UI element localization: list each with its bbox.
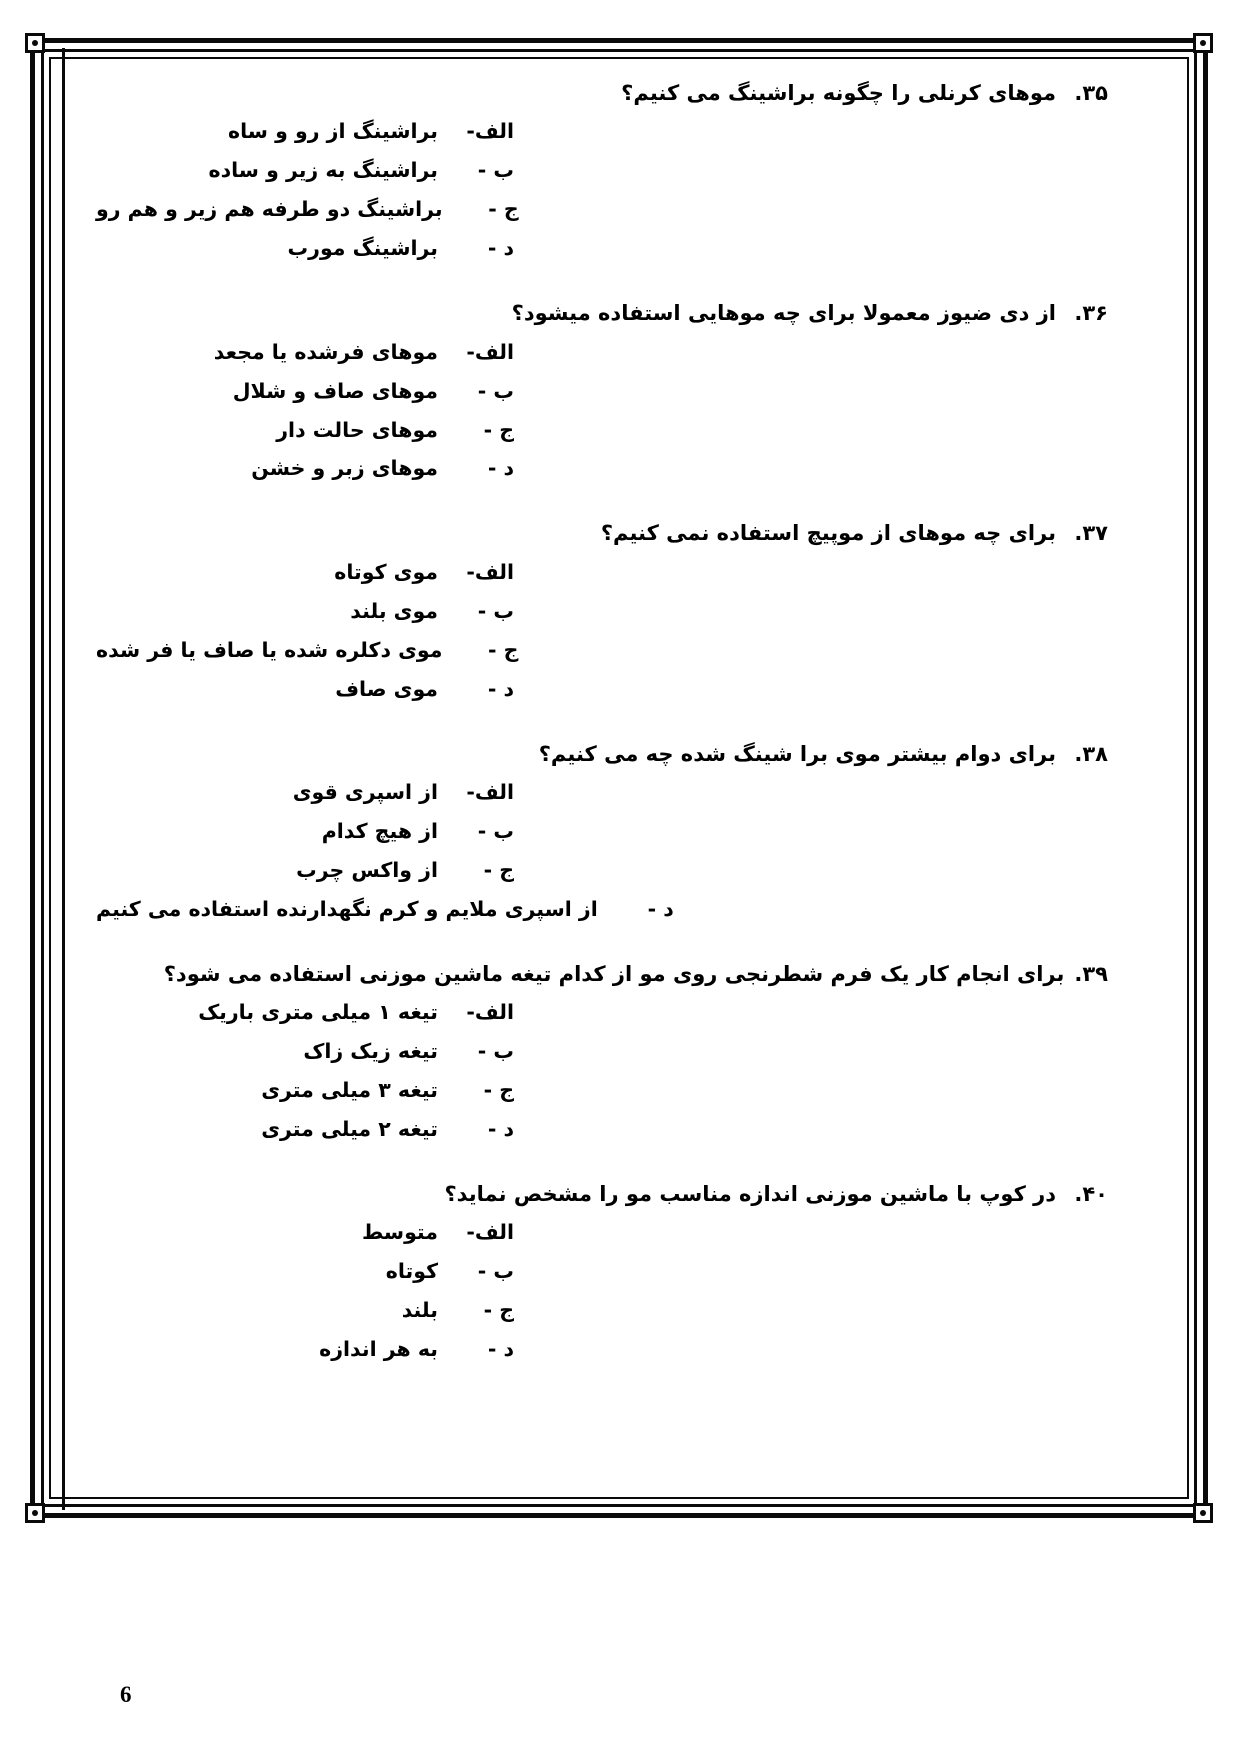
option-text: تیغه زیک زاک: [303, 1039, 438, 1064]
option-row[interactable]: [96, 112, 1108, 151]
option-letter: ج -: [483, 1298, 514, 1323]
option-text: به هر اندازه: [319, 1337, 438, 1362]
option-letter: ج -: [488, 197, 519, 222]
option-letter: د -: [487, 1117, 514, 1141]
option-row[interactable]: [96, 333, 1108, 372]
question-number: ۳۹.: [1074, 961, 1108, 986]
corner-ornament-bottom-right: [1193, 1503, 1213, 1523]
option-letter: ج -: [483, 417, 514, 442]
question-number: ۳۵.: [1074, 81, 1108, 105]
option-text: موهای فرشده یا مجعد: [213, 339, 438, 364]
option-letter: ب -: [477, 1039, 514, 1064]
question-number: ۳۷.: [1074, 521, 1108, 546]
option-row[interactable]: [96, 1071, 1108, 1110]
option-text: کوتاه: [385, 1259, 438, 1284]
option-text: موی بلند: [350, 598, 438, 623]
corner-ornament-top-left: [25, 33, 45, 53]
question-header: [96, 518, 1108, 548]
corner-ornament-bottom-left: [25, 1503, 45, 1523]
question-number: ۳۸.: [1074, 741, 1108, 766]
question-block: [96, 959, 1108, 1149]
question-block: [96, 518, 1108, 708]
option-list: [96, 773, 1108, 929]
option-letter: الف-: [466, 1000, 514, 1025]
page-number: 6: [120, 1682, 132, 1707]
option-row[interactable]: [96, 372, 1108, 411]
question-block: [96, 739, 1108, 929]
option-letter: الف-: [466, 780, 514, 804]
option-row[interactable]: [96, 670, 1108, 709]
option-text: موهای زبر و خشن: [251, 456, 438, 481]
option-letter: ج -: [483, 857, 514, 882]
option-text: موهای حالت دار: [276, 417, 438, 442]
option-row[interactable]: [96, 1330, 1108, 1369]
option-row[interactable]: [96, 890, 1108, 929]
question-text: موهای کرنلی را چگونه براشینگ می کنیم؟: [621, 81, 1056, 105]
question-number: ۴۰.: [1074, 1181, 1108, 1206]
option-row[interactable]: [96, 190, 1108, 229]
option-row[interactable]: [96, 851, 1108, 890]
option-letter: ب -: [477, 598, 514, 623]
option-text: از هیچ کدام: [321, 818, 438, 843]
option-row[interactable]: [96, 1252, 1108, 1291]
option-list: [96, 553, 1108, 709]
option-row[interactable]: [96, 151, 1108, 190]
option-row[interactable]: [96, 773, 1108, 812]
question-header: [96, 298, 1108, 328]
option-row[interactable]: [96, 631, 1108, 670]
option-row[interactable]: [96, 592, 1108, 631]
binding-rule: [62, 48, 65, 1510]
question-header: [96, 78, 1108, 108]
option-letter: ب -: [477, 818, 514, 843]
question-header: [96, 739, 1108, 769]
option-text: موی کوتاه: [334, 559, 438, 584]
option-text: براشینگ دو طرفه هم زیر و هم رو: [96, 197, 443, 222]
option-letter: ج -: [483, 1078, 514, 1103]
option-row[interactable]: [96, 411, 1108, 450]
option-row[interactable]: [96, 812, 1108, 851]
option-letter: د -: [487, 456, 514, 481]
option-text: بلند: [401, 1298, 438, 1323]
option-letter: الف-: [466, 559, 514, 584]
option-letter: ج -: [488, 637, 519, 662]
question-text: در کوپ با ماشین موزنی اندازه مناسب مو را مشخص نماید؟: [444, 1181, 1056, 1206]
question-text: از دی ضیوز معمولا برای چه موهایی استفاده میشود؟: [511, 301, 1056, 326]
option-list: [96, 112, 1108, 268]
option-text: موی دکلره شده یا صاف یا فر شده: [96, 637, 443, 662]
option-text: از اسپری قوی: [292, 780, 438, 804]
option-row[interactable]: [96, 229, 1108, 268]
option-text: براشینگ به زیر و ساده: [208, 158, 438, 183]
question-text: برای چه موهای از موپیچ استفاده نمی کنیم؟: [600, 521, 1056, 546]
question-text: برای دوام بیشتر موی برا شینگ شده چه می کنیم؟: [538, 741, 1056, 766]
option-letter: د -: [487, 1337, 514, 1362]
option-text: موی صاف: [335, 676, 438, 701]
option-text: براشینگ مورب: [287, 236, 438, 261]
option-text: تیغه ۲ میلی متری: [261, 1117, 438, 1141]
option-text: تیغه ۳ میلی متری: [261, 1078, 438, 1103]
option-row[interactable]: [96, 993, 1108, 1032]
option-letter: الف-: [466, 339, 514, 364]
option-row[interactable]: [96, 1032, 1108, 1071]
question-block: [96, 1179, 1108, 1369]
option-row[interactable]: [96, 553, 1108, 592]
option-letter: الف-: [466, 1220, 514, 1245]
option-letter: د -: [487, 676, 514, 701]
question-number: ۳۶.: [1074, 301, 1108, 326]
option-text: تیغه ۱ میلی متری باریک: [198, 1000, 438, 1025]
option-list: [96, 333, 1108, 489]
option-text: براشینگ از رو و ساه: [228, 119, 438, 144]
corner-ornament-top-right: [1193, 33, 1213, 53]
option-row[interactable]: [96, 449, 1108, 488]
question-block: [96, 298, 1108, 488]
question-sheet: [96, 78, 1108, 1478]
option-list: [96, 1213, 1108, 1369]
option-letter: ب -: [477, 1259, 514, 1284]
question-header: [96, 1179, 1108, 1209]
question-text: برای انجام کار یک فرم شطرنجی روی مو از کدام تیغه ماشین موزنی استفاده می شود؟: [163, 961, 1065, 986]
option-text: از واکس چرب: [296, 857, 438, 882]
question-block: [96, 78, 1108, 268]
option-text: متوسط: [361, 1220, 438, 1245]
question-header: [96, 959, 1108, 989]
option-text: موهای صاف و شلال: [232, 378, 438, 403]
option-list: [96, 993, 1108, 1149]
option-letter: د -: [487, 236, 514, 261]
option-letter: ب -: [477, 378, 514, 403]
option-text: از اسپری ملایم و کرم نگهدارنده استفاده می کنیم: [96, 896, 598, 921]
option-row[interactable]: [96, 1213, 1108, 1252]
option-row[interactable]: [96, 1110, 1108, 1149]
option-letter: ب -: [477, 158, 514, 183]
option-letter: الف-: [466, 119, 514, 144]
option-row[interactable]: [96, 1291, 1108, 1330]
option-letter: د -: [647, 896, 674, 921]
